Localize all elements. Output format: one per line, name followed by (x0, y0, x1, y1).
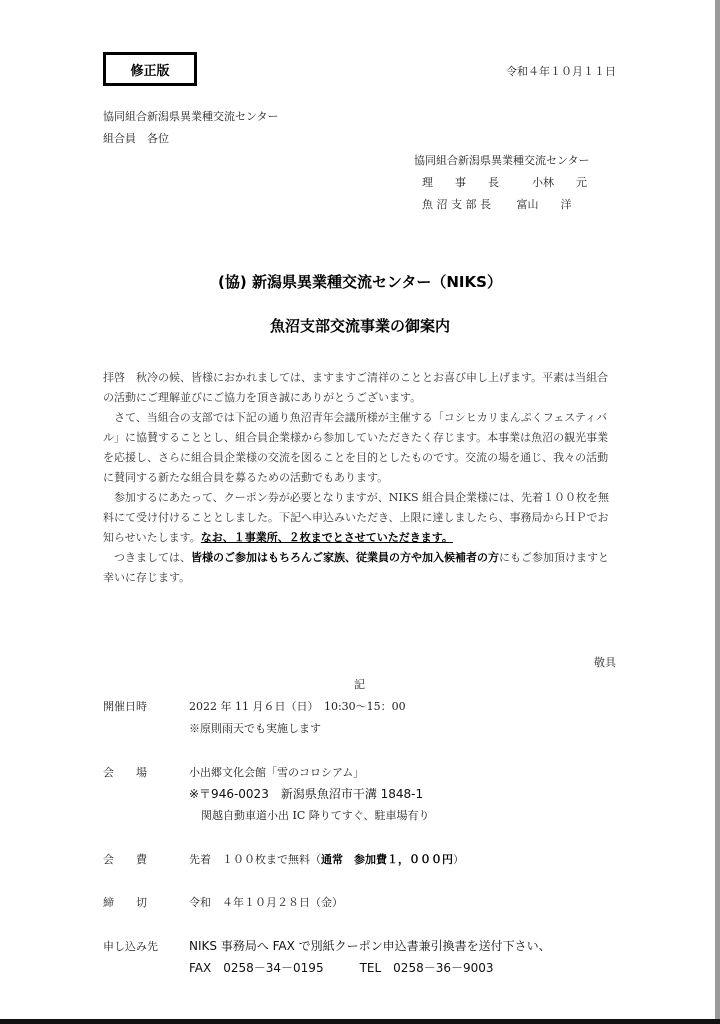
recipient-org: 協同組合新潟県異業種交流センター (103, 110, 279, 123)
ki-heading: 記 (354, 678, 365, 691)
page-edge-bottom (0, 1019, 720, 1024)
venue-address: ※〒946‐0023 新潟県魚沼市干溝 1848‐1 (189, 787, 424, 801)
fee-label: 会 費 (103, 853, 147, 866)
fee-value (189, 851, 464, 867)
letter-body (103, 368, 618, 588)
deadline-value: 令和 ４年１０月２８日（金） (189, 896, 343, 909)
date-label: 開催日時 (103, 700, 147, 713)
date-note: ※原則雨天でも実施します (189, 722, 321, 735)
date-value: 2022 年 11 月６日（日） 10:30～15：00 (189, 700, 406, 713)
invitation-emphasis: 皆様のご参加はもちろんご家族、従業員の方や加入候補者の方 (191, 551, 499, 564)
sender-org: 協同組合新潟県異業種交流センター (414, 154, 590, 167)
invitation-lead: つきましては、 (103, 551, 191, 564)
sender-chair: 理 事 長 小林 元 (422, 176, 587, 189)
apply-label: 申し込み先 (103, 940, 158, 953)
paragraph-invitation (103, 548, 618, 588)
deadline-label: 締 切 (103, 896, 147, 909)
fee-close-paren: ） (453, 853, 464, 866)
venue-label: 会 場 (103, 766, 147, 779)
revision-badge-label: 修正版 (130, 63, 170, 79)
venue-name: 小出郷文化会館「雪のコロシアム」 (189, 766, 365, 779)
apply-instructions: NIKS 事務局へ FAX で別紙クーポン申込書兼引換書を送付下さい、 (189, 939, 551, 953)
issue-date: 令和４年１０月１１日 (506, 65, 616, 78)
closing-keigu: 敬具 (594, 656, 616, 669)
venue-access: 関越自動車道小出 IC 降りてすぐ、駐車場有り (201, 809, 430, 822)
fee-regular-price: 通常 参加費１，０００円 (321, 853, 453, 866)
coupon-text: 参加するにあたって、クーポン券が必要となりますが、NIKS 組合員企業様には、先着１００枚を無料にて受け付けることとしました。下記へ申込みいただき、上限に達しましたら、事務局からＨＰでお知らせいたします。 (103, 491, 609, 544)
sender-branch-head: 魚 沼 支 部 長 富山 洋 (422, 198, 572, 211)
doc-title: (協) 新潟県異業種交流センター（NIKS） (218, 273, 502, 291)
revision-badge (103, 52, 197, 86)
paragraph-greeting: 拝啓 秋冷の候、皆様におかれましては、ますますご清祥のこととお喜び申し上げます。平素は当組合の活動にご理解並びにご協力を頂き誠にありがとうございます。 (103, 371, 609, 404)
coupon-limit-note: なお、１事業所、２枚までとさせていただきます。 (200, 531, 453, 544)
recipient-members: 組合員 各位 (103, 132, 169, 145)
fee-free-note: 先着 １００枚まで無料（ (189, 853, 321, 866)
page-edge-right (715, 0, 720, 1024)
invitation-tail: にもご参加頂けますと幸いに存じます。 (103, 551, 609, 584)
paragraph-event-intro: さて、当組合の支部では下記の通り魚沼青年会議所様が主催する「コシヒカリまんぷくフェスティバル」に協賛することとし、組合員企業様から参加していただきたく存じます。本事業は魚沼の観光事業を応援し、さらに組合員企業様の交流を図ることを目的としたものです。交流の場を通じ、我々の活動に賛同する新たな組合員を募るための活動でもあります。 (103, 411, 609, 484)
apply-contact: FAX 0258－34－0195 TEL 0258－36－9003 (189, 961, 494, 975)
paragraph-coupon (103, 488, 618, 548)
doc-subtitle: 魚沼支部交流事業の御案内 (269, 317, 450, 335)
